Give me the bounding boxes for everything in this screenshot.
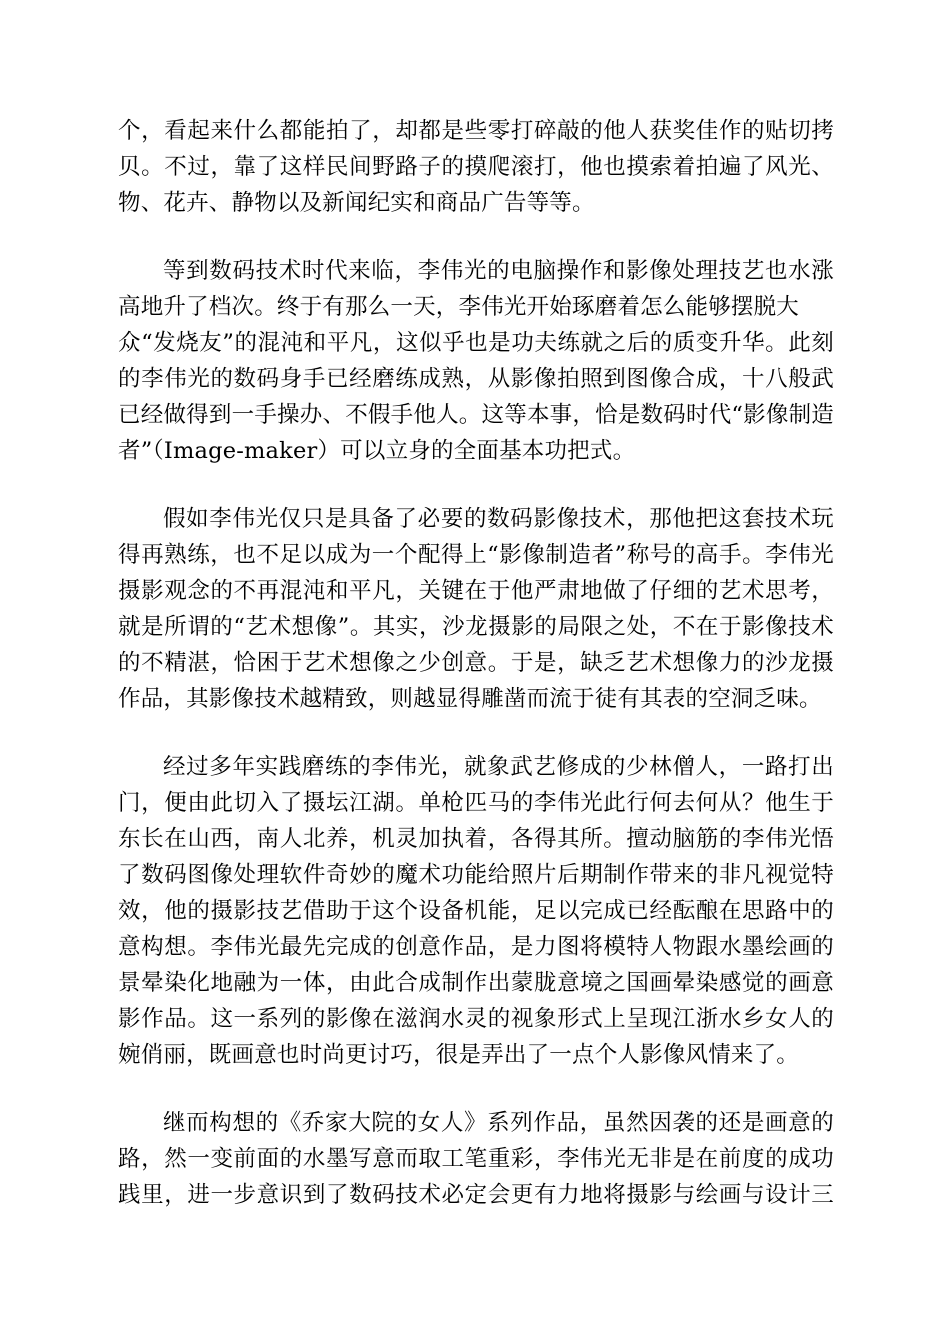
text-line: 经过多年实践磨练的李伟光，就象武艺修成的少林僧人，一路打出 <box>163 754 834 780</box>
paragraph-4 <box>118 749 834 1073</box>
text-line: 门，便由此切入了摄坛江湖。单枪匹马的李伟光此行何去何从？他生于 <box>118 790 834 816</box>
text-line: 了数码图像处理软件奇妙的魔术功能给照片后期制作带来的非凡视觉特 <box>118 862 834 888</box>
text-line: 景晕染化地融为一体，由此合成制作出蒙胧意境之国画晕染感觉的画意 <box>118 970 834 996</box>
text-line: 高地升了档次。终于有那么一天，李伟光开始琢磨着怎么能够摆脱大 <box>118 294 800 320</box>
text-line: 贝。不过，靠了这样民间野路子的摸爬滚打，他也摸索着拍遍了风光、 <box>118 154 834 180</box>
text-line: 路，然一变前面的水墨写意而取工笔重彩，李伟光无非是在前度的成功 <box>118 1146 834 1172</box>
paragraph-1 <box>118 113 834 221</box>
text-line: 已经做得到一手操办、不假手他人。这等本事，恰是数码时代“影像制造 <box>118 402 834 428</box>
text-line: 得再熟练，也不足以成为一个配得上“影像制造者”称号的高手。李伟光 <box>118 542 834 568</box>
text-line: 践里，进一步意识到了数码技术必定会更有力地将摄影与绘画与设计三 <box>118 1182 834 1208</box>
text-line: 影作品。这一系列的影像在滋润水灵的视象形式上呈现江浙水乡女人的 <box>118 1006 834 1032</box>
text-line: 个，看起来什么都能拍了，却都是些零打碎敲的他人获奖佳作的贴切拷 <box>118 118 834 144</box>
text-line: 的李伟光的数码身手已经磨练成熟，从影像拍照到图像合成，十八般武 <box>118 366 834 392</box>
paragraph-2 <box>118 253 834 469</box>
text-line: 物、花卉、静物以及新闻纪实和商品广告等等。 <box>118 190 595 216</box>
text-line: 摄影观念的不再混沌和平凡，关键在于他严肃地做了仔细的艺术思考， <box>118 578 834 604</box>
paragraph-5 <box>118 1105 834 1213</box>
text-line: 假如李伟光仅只是具备了必要的数码影像技术，那他把这套技术玩 <box>163 506 834 532</box>
text-line: 效，他的摄影技艺借助于这个设备机能，足以完成已经酝酿在思路中的 <box>118 898 834 924</box>
text-line: 继而构想的《乔家大院的女人》系列作品，虽然因袭的还是画意的 <box>163 1110 834 1136</box>
text-line: 就是所谓的“艺术想像”。其实，沙龙摄影的局限之处，不在于影像技术 <box>118 614 834 640</box>
text-line: 众“发烧友”的混沌和平凡，这似乎也是功夫练就之后的质变升华。此刻 <box>118 330 834 356</box>
text-line: 作品，其影像技术越精致，则越显得雕凿而流于徒有其表的空洞乏味。 <box>118 686 822 712</box>
text-line: 婉俏丽，既画意也时尚更讨巧，很是弄出了一点个人影像风情来了。 <box>118 1042 800 1068</box>
text-line: 者”（Image-maker）可以立身的全面基本功把式。 <box>118 438 636 464</box>
text-line: 等到数码技术时代来临，李伟光的电脑操作和影像处理技艺也水涨 <box>163 258 834 284</box>
text-line: 东长在山西，南人北养，机灵加执着，各得其所。擅动脑筋的李伟光悟 <box>118 826 834 852</box>
text-line: 的不精湛，恰困于艺术想像之少创意。于是，缺乏艺术想像力的沙龙摄 <box>118 650 834 676</box>
document-page <box>118 113 834 1245</box>
text-line: 意构想。李伟光最先完成的创意作品，是力图将模特人物跟水墨绘画的 <box>118 934 834 960</box>
paragraph-3 <box>118 501 834 717</box>
